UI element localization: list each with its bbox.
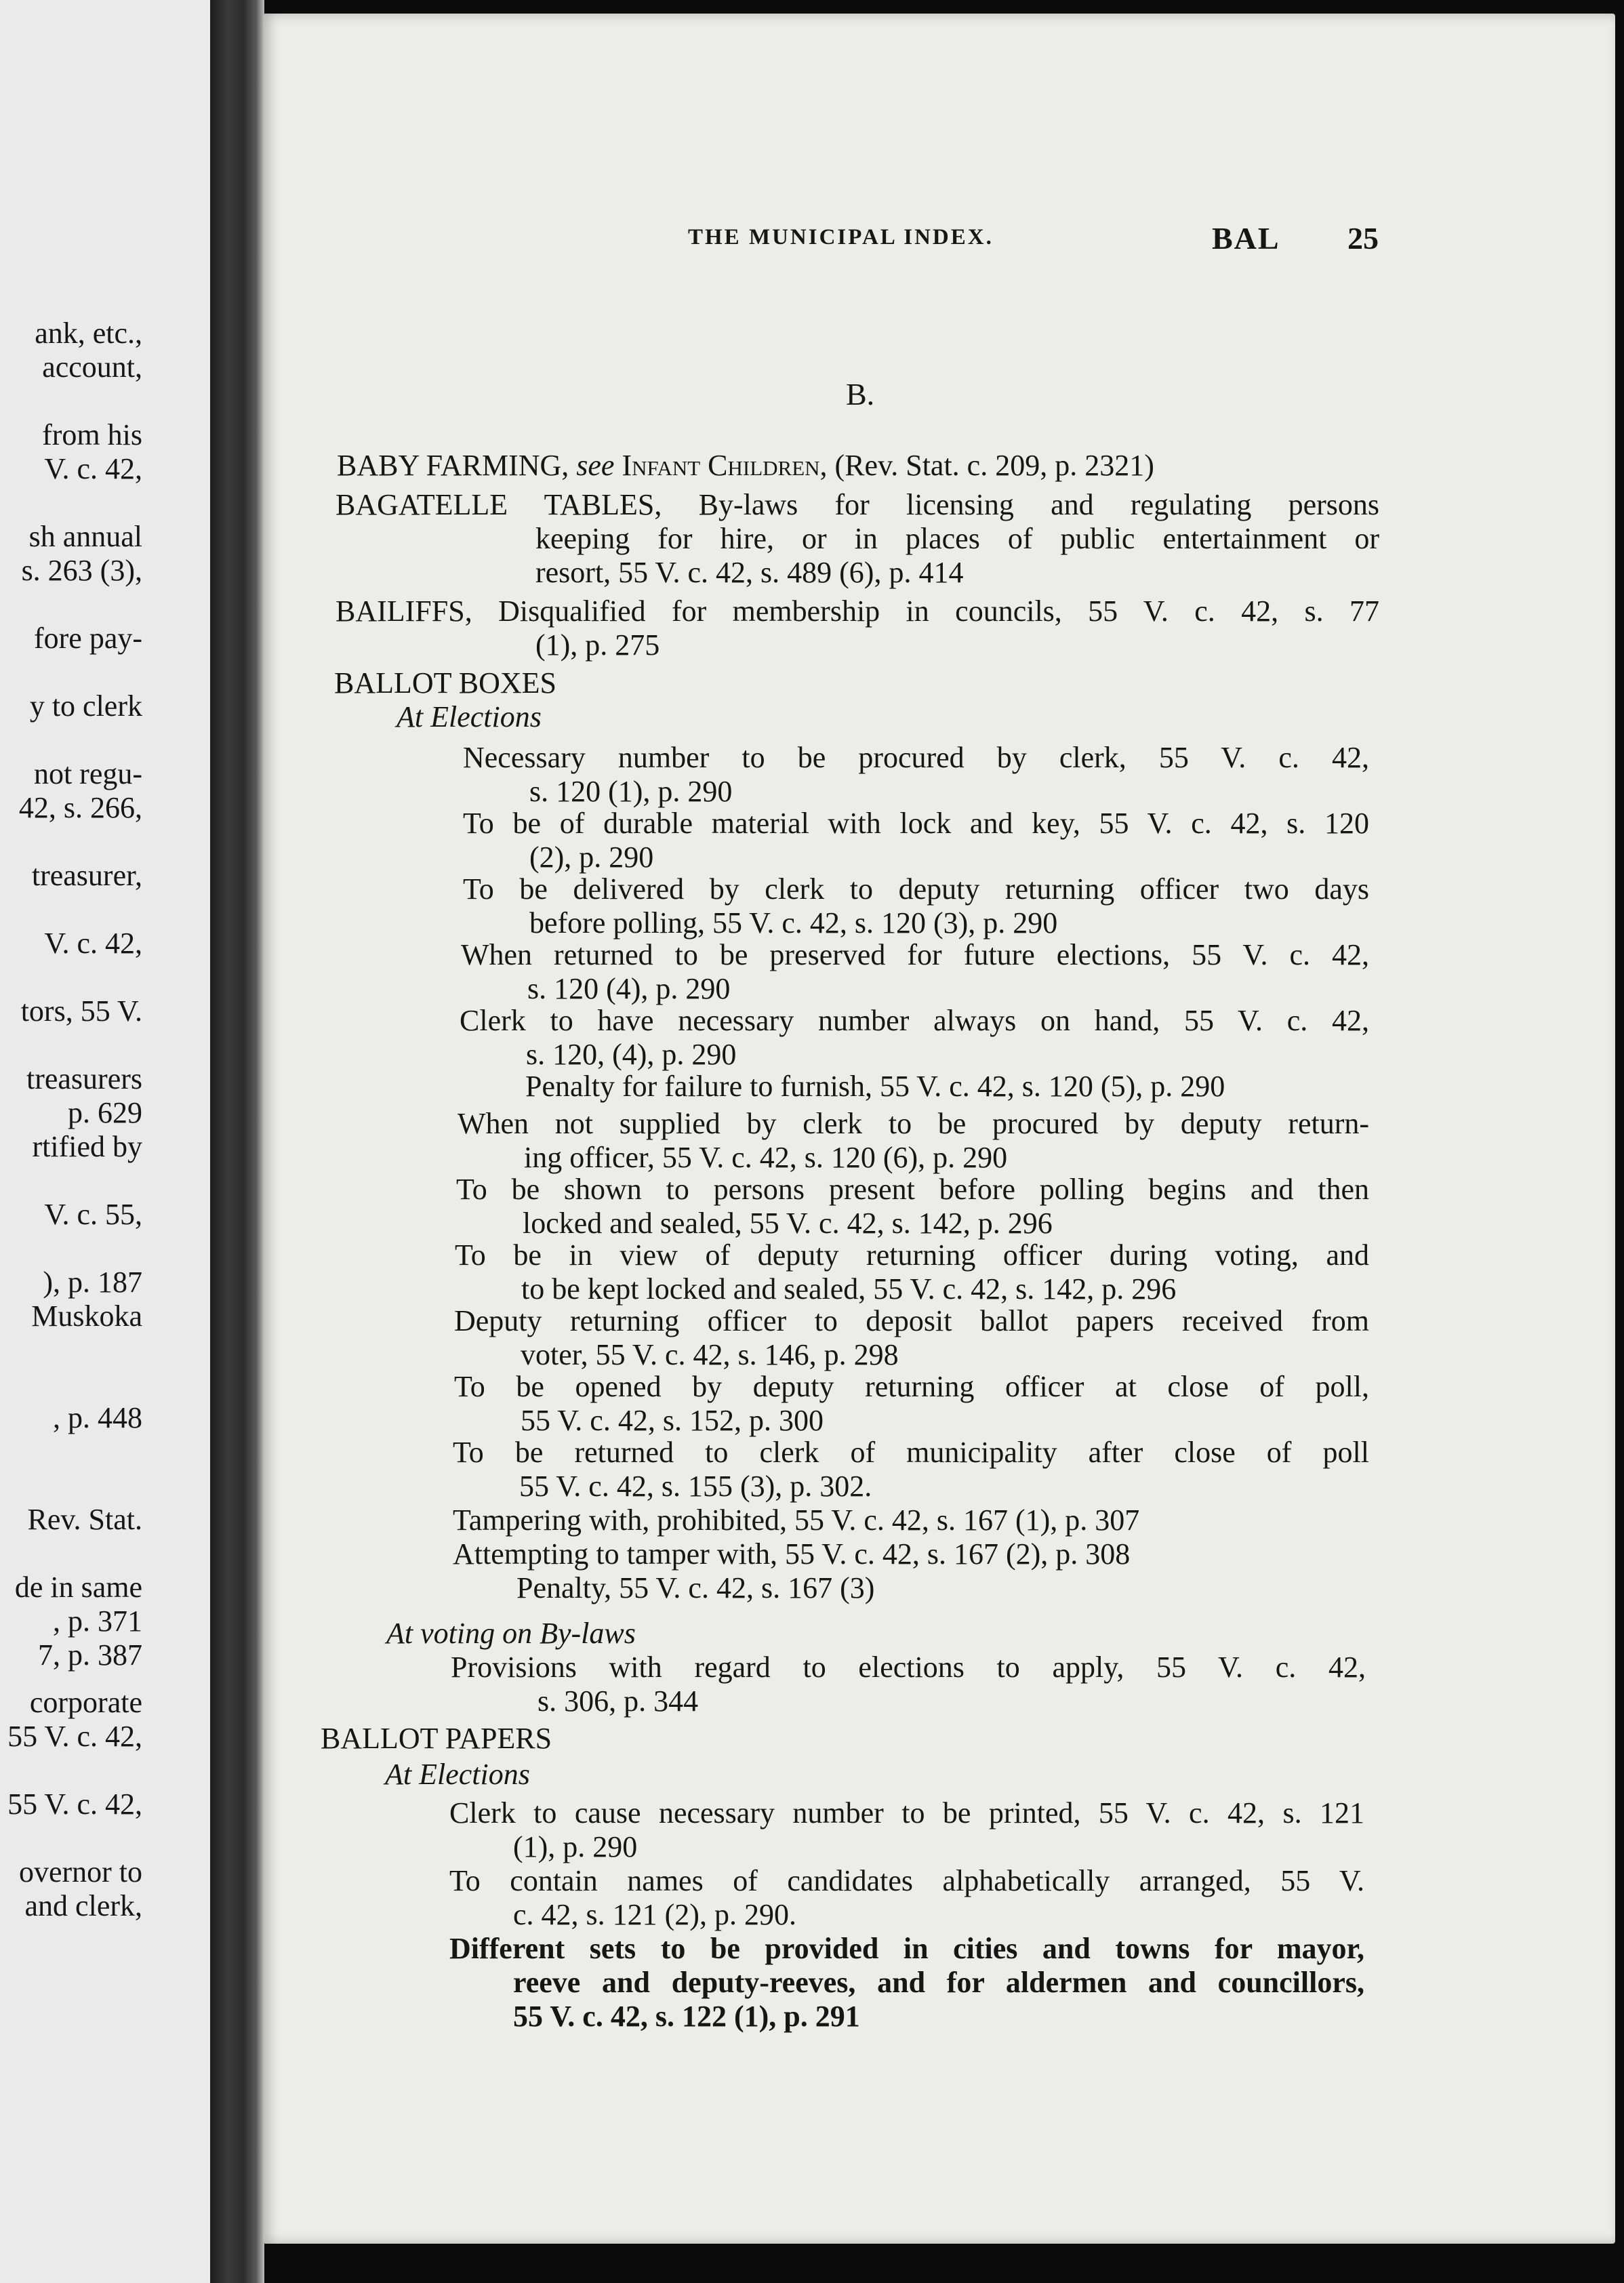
entry-text: to be kept locked and sealed, 55 V. c. 42, s. 142, p. 296 bbox=[521, 1272, 1177, 1306]
ballot-boxes-item bbox=[463, 807, 1369, 874]
entry-text: ing officer, 55 V. c. 42, s. 120 (6), p. 290 bbox=[524, 1141, 1008, 1174]
left-page-text-fragment: overnor to bbox=[18, 1855, 142, 1888]
left-page-text-fragment: fore pay- bbox=[33, 622, 142, 655]
entry-text: s. 120 (4), p. 290 bbox=[527, 972, 731, 1005]
left-page-text-fragment: 55 V. c. 42, bbox=[7, 1787, 142, 1821]
subheading-at-voting-bylaws: At voting on By-laws bbox=[386, 1617, 636, 1650]
left-page-text-fragment: Rev. Stat. bbox=[27, 1503, 142, 1536]
ballot-boxes-item bbox=[455, 1238, 1369, 1306]
entry-text: Necessary number to be procured by clerk, 55 V. c. 42, bbox=[463, 741, 1369, 774]
left-page-text-fragment: p. 629 bbox=[68, 1096, 142, 1129]
left-page-text-fragment: tors, 55 V. bbox=[20, 994, 142, 1028]
entry-text: To be returned to clerk of municipality after close of poll bbox=[453, 1436, 1369, 1469]
ballot-boxes-item bbox=[453, 1503, 1369, 1537]
left-page-text-fragment: de in same bbox=[14, 1571, 142, 1604]
entry-text: 55 V. c. 42, s. 122 (1), p. 291 bbox=[513, 2000, 860, 2033]
entry-text: To be delivered by clerk to deputy returning officer two days bbox=[463, 872, 1369, 906]
left-page-text-fragment: 7, p. 387 bbox=[38, 1638, 142, 1672]
ballot-boxes-item bbox=[456, 1173, 1369, 1240]
ballot-boxes-item bbox=[461, 938, 1369, 1006]
entry-text: Provisions with regard to elections to apply, 55 V. c. 42, bbox=[451, 1651, 1366, 1684]
left-page-text-fragment: sh annual bbox=[28, 520, 142, 553]
entry-head: BABY FARMING, bbox=[337, 449, 569, 482]
left-page-text-fragment: ank, etc., bbox=[35, 317, 142, 350]
left-page-text-fragment: s. 263 (3), bbox=[21, 554, 142, 587]
entry-text: Deputy returning officer to deposit ballot papers received from bbox=[454, 1304, 1369, 1337]
ballot-papers-item bbox=[449, 1796, 1364, 1864]
section-code: BAL bbox=[1212, 221, 1280, 256]
subheading-at-elections: At Elections bbox=[397, 700, 542, 733]
entry-text: s. 120 (1), p. 290 bbox=[529, 775, 733, 808]
entry-baby-farming bbox=[337, 449, 1381, 483]
see-label: see bbox=[576, 449, 615, 482]
left-page-text-fragment: V. c. 42, bbox=[44, 452, 142, 485]
entry-text: To contain names of candidates alphabetically arranged, 55 V. bbox=[449, 1864, 1364, 1897]
entry-text: resort, 55 V. c. 42, s. 489 (6), p. 414 bbox=[535, 556, 964, 589]
ballot-boxes-item bbox=[453, 1436, 1369, 1503]
left-page-fragment bbox=[0, 0, 214, 2283]
entry-bailiffs bbox=[336, 594, 1379, 662]
entry-text: When returned to be preserved for future elections, 55 V. c. 42, bbox=[461, 938, 1369, 971]
ballot-boxes-item bbox=[463, 741, 1369, 809]
cross-reference: Infant Children, bbox=[622, 449, 828, 482]
book-gutter bbox=[210, 0, 264, 2283]
entry-head: BAILIFFS, bbox=[336, 594, 472, 628]
page-number: 25 bbox=[1347, 221, 1379, 256]
ballot-boxes-item bbox=[453, 1537, 1369, 1571]
entry-text: voter, 55 V. c. 42, s. 146, p. 298 bbox=[521, 1338, 899, 1371]
ballot-boxes-item bbox=[463, 872, 1369, 940]
entry-text: Penalty for failure to furnish, 55 V. c. 42, s. 120 (5), p. 290 bbox=[525, 1070, 1225, 1103]
entry-text: Disqualified for membership in councils, 55 V. c. 42, s. 77 bbox=[498, 594, 1380, 628]
entry-ref: (Rev. Stat. c. 209, p. 2321) bbox=[834, 449, 1154, 482]
entry-text: Clerk to have necessary number always on hand, 55 V. c. 42, bbox=[460, 1004, 1369, 1037]
ballot-boxes-item bbox=[458, 1107, 1369, 1175]
section-letter: B. bbox=[846, 377, 875, 411]
entry-text: Different sets to be provided in cities and towns for mayor, bbox=[449, 1932, 1364, 1965]
ballot-boxes-item bbox=[454, 1304, 1369, 1372]
entry-text: keeping for hire, or in places of public entertainment or bbox=[535, 522, 1379, 555]
entry-ballot-papers: BALLOT PAPERS bbox=[321, 1722, 552, 1755]
entry-text: before polling, 55 V. c. 42, s. 120 (3), p. 290 bbox=[529, 906, 1058, 940]
ballot-papers-item bbox=[449, 1932, 1364, 2034]
left-page-text-fragment: 55 V. c. 42, bbox=[7, 1720, 142, 1753]
left-page-text-fragment: 42, s. 266, bbox=[18, 791, 142, 824]
entry-text: (2), p. 290 bbox=[529, 841, 654, 874]
entry-line bbox=[336, 488, 1379, 522]
entry-text: To be shown to persons present before polling begins and then bbox=[456, 1173, 1369, 1206]
entry-text: reeve and deputy-reeves, and for aldermen and councillors, bbox=[513, 1966, 1364, 1999]
running-title: THE MUNICIPAL INDEX. bbox=[688, 225, 994, 249]
entry-text: By-laws for licensing and regulating persons bbox=[698, 488, 1379, 521]
left-page-text-fragment: y to clerk bbox=[29, 689, 142, 723]
left-page-text-fragment: and clerk, bbox=[24, 1889, 142, 1922]
subheading-at-elections: At Elections bbox=[385, 1758, 530, 1791]
entry-text: Penalty, 55 V. c. 42, s. 167 (3) bbox=[516, 1571, 875, 1604]
entry-text: s. 306, p. 344 bbox=[537, 1684, 699, 1718]
entry-text: Attempting to tamper with, 55 V. c. 42, s. 167 (2), p. 308 bbox=[453, 1537, 1131, 1571]
left-page-text-fragment: Muskoka bbox=[31, 1299, 142, 1333]
left-page-text-fragment: corporate bbox=[29, 1686, 142, 1719]
entry-text: To be of durable material with lock and key, 55 V. c. 42, s. 120 bbox=[463, 807, 1369, 840]
left-page-text-fragment: rtified by bbox=[32, 1130, 142, 1163]
entry-line bbox=[336, 594, 1379, 628]
entry-text: To be in view of deputy returning officer during voting, and bbox=[455, 1238, 1369, 1272]
entry-text: When not supplied by clerk to be procured by deputy return- bbox=[458, 1107, 1369, 1140]
entry-text: Tampering with, prohibited, 55 V. c. 42, s. 167 (1), p. 307 bbox=[453, 1503, 1140, 1537]
left-page-text-fragment: not regu- bbox=[33, 757, 142, 790]
entry-bagatelle bbox=[336, 488, 1379, 590]
bylaw-item bbox=[451, 1651, 1366, 1718]
left-page-text-fragment: ), p. 187 bbox=[43, 1266, 142, 1299]
left-page-text-fragment: V. c. 55, bbox=[44, 1198, 142, 1231]
entry-text: s. 120, (4), p. 290 bbox=[526, 1038, 737, 1071]
ballot-boxes-item bbox=[516, 1571, 1369, 1605]
ballot-boxes-item bbox=[460, 1004, 1369, 1072]
entry-text: (1), p. 290 bbox=[513, 1830, 638, 1863]
entry-text: (1), p. 275 bbox=[535, 628, 660, 662]
left-page-text-fragment: treasurer, bbox=[31, 859, 142, 892]
ballot-boxes-item bbox=[525, 1070, 1369, 1104]
entry-ballot-boxes: BALLOT BOXES bbox=[334, 666, 556, 700]
entry-text: 55 V. c. 42, s. 152, p. 300 bbox=[521, 1404, 824, 1437]
left-page-text-fragment: from his bbox=[42, 418, 142, 451]
left-page-text-fragment: V. c. 42, bbox=[44, 927, 142, 960]
left-page-text-fragment: account, bbox=[42, 350, 142, 384]
entry-head: BAGATELLE TABLES, bbox=[336, 488, 662, 521]
left-page-text-fragment: , p. 371 bbox=[53, 1604, 142, 1638]
entry-text: To be opened by deputy returning officer at close of poll, bbox=[454, 1370, 1369, 1403]
ballot-papers-item bbox=[449, 1864, 1364, 1932]
entry-text: 55 V. c. 42, s. 155 (3), p. 302. bbox=[519, 1470, 872, 1503]
entry-text: Clerk to cause necessary number to be printed, 55 V. c. 42, s. 121 bbox=[449, 1796, 1364, 1830]
entry-text: c. 42, s. 121 (2), p. 290. bbox=[513, 1898, 796, 1931]
left-page-text-fragment: treasurers bbox=[26, 1062, 142, 1095]
entry-text: locked and sealed, 55 V. c. 42, s. 142, p. 296 bbox=[523, 1207, 1053, 1240]
left-page-text-fragment: , p. 448 bbox=[53, 1401, 142, 1434]
ballot-boxes-item bbox=[454, 1370, 1369, 1438]
